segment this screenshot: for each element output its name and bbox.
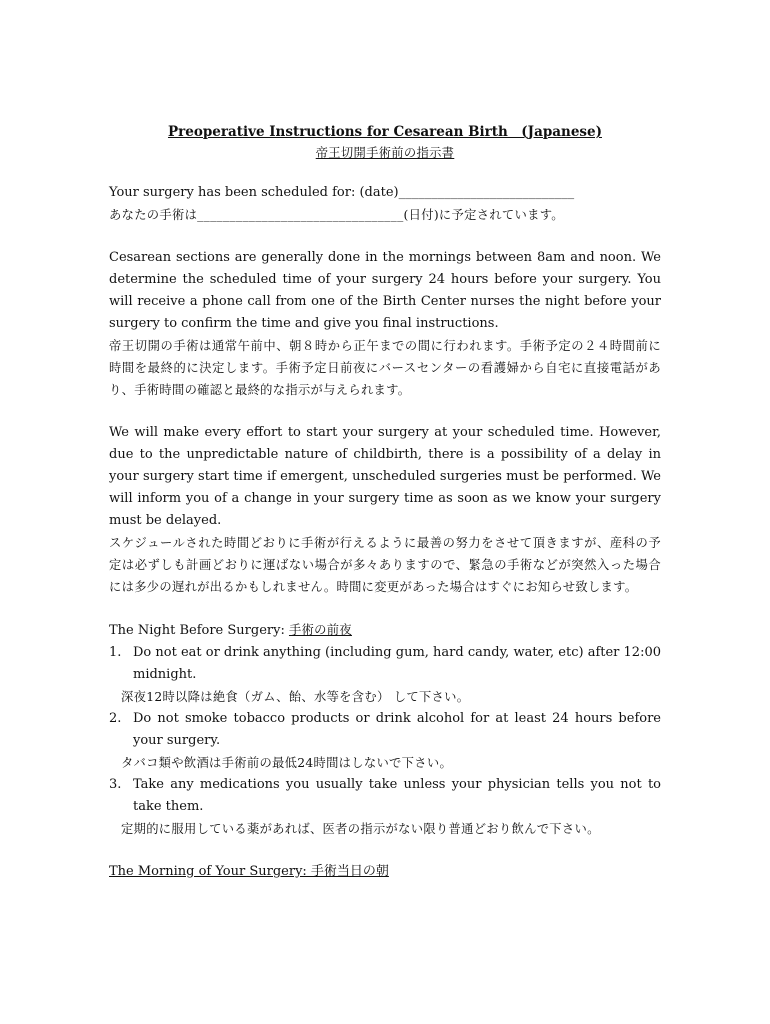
spacer (109, 598, 661, 619)
list-item-number: 2. (109, 711, 122, 726)
schedule-line-jp: あなたの手術は________________________________(日付)に予定されています。 (109, 208, 564, 222)
list-item-jp: 定期的に服用している薬があれば、医者の指示がない限り普通どおり飲んで下さい。 (121, 822, 600, 836)
document-title: Preoperative Instructions for Cesarean Birth (Japanese) (167, 124, 602, 140)
list-item-en: Take any medications you usually take unless your physician tells you not to take them. (133, 777, 661, 814)
paragraph-delay-en: We will make every effort to start your surgery at your scheduled time. However, due to the unpredictable nature of childbirth, there is a possibility of a delay in your surgery start time if emergent, unscheduled surgeries must be performed. We will inform you of a change in your surgery time as soon as we know your surgery must be delayed. (109, 425, 661, 528)
list-item-jp: タバコ類や飲酒は手術前の最低24時間はしないで下さい。 (121, 756, 453, 770)
paragraph-timing-en: Cesarean sections are generally done in the mornings between 8am and noon. We determine the scheduled time of your surgery 24 hours before your surgery. You will receive a phone call from one of the Birth Center nurses the night before your surgery to confirm the time and give you final instructions. (109, 250, 661, 331)
schedule-line-en: Your surgery has been scheduled for: (date)___________________________ (109, 185, 575, 200)
spacer (109, 226, 661, 247)
list-item-number: 1. (109, 645, 122, 660)
morning-of-surgery-heading: The Morning of Your Surgery: 手術当日の朝 (109, 864, 389, 879)
list-item (109, 642, 661, 686)
list-item (109, 774, 661, 818)
list-item-en: Do not smoke tobacco products or drink alcohol for at least 24 hours before your surgery. (133, 711, 661, 748)
night-before-heading-jp: 手術の前夜 (288, 623, 352, 637)
document-subtitle-jp: 帝王切開手術前の指示書 (315, 146, 455, 160)
spacer (109, 401, 661, 422)
night-before-list (109, 642, 661, 840)
list-item (109, 708, 661, 752)
night-before-heading-en: The Night Before Surgery: (109, 623, 289, 638)
night-before-heading (109, 619, 661, 642)
document-body (109, 122, 661, 883)
spacer (109, 840, 661, 861)
paragraph-delay-jp: スケジュールされた時間どおりに手術が行えるように最善の努力をさせて頂きますが、産科の予定は必ずしも計画どおりに運ばない場合が多々ありますので、緊急の手術などが突然入った場合には多少の遅れが出るかもしれません。時間に変更があった場合はすぐにお知らせ致します。 (109, 536, 661, 594)
list-item-en: Do not eat or drink anything (including gum, hard candy, water, etc) after 12:00 midnight. (133, 645, 661, 682)
list-item-number: 3. (109, 777, 122, 792)
paragraph-timing-jp: 帝王切開の手術は通常午前中、朝８時から正午までの間に行われます。手術予定の２４時間前に時間を最終的に決定します。手術予定日前夜にバースセンターの看護婦から自宅に直接電話があり、手術時間の確認と最終的な指示が与えられます。 (109, 339, 661, 397)
list-item-jp: 深夜12時以降は絶食（ガム、飴、水等を含む） して下さい。 (121, 690, 470, 704)
